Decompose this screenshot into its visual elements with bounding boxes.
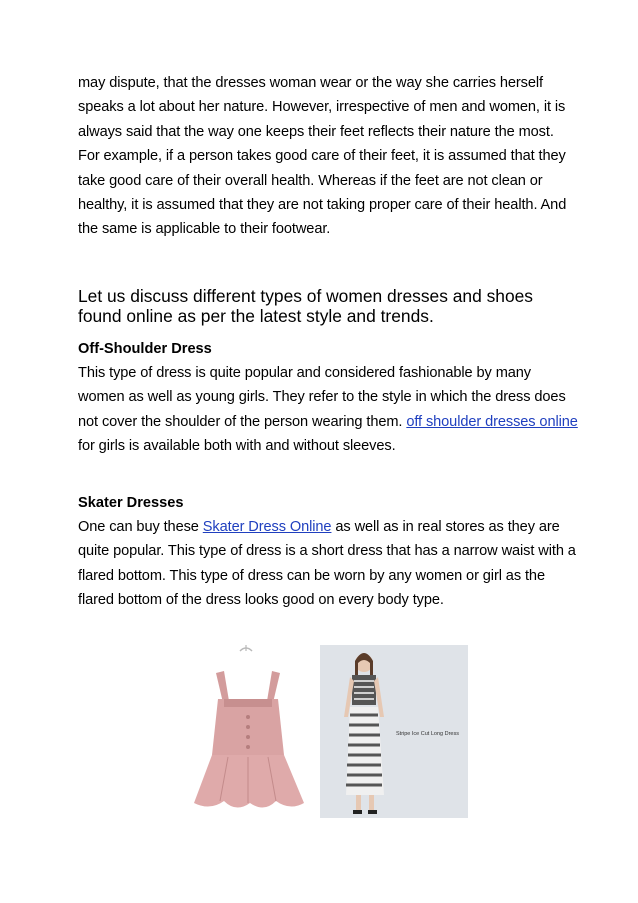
section-heading: Let us discuss different types of women dresses and shoes found online as per the latest style and trends. xyxy=(78,286,533,326)
off-shoulder-text-1: This type of dress is quite popular and considered fashionable by many women as well as young girls. They refer to the style in which the dress does not cover the shoulder of the person wearing them. xyxy=(78,365,566,430)
intro-paragraph: may dispute, that the dresses woman wear or the way she carries herself speaks a lot about her nature. However, irrespective of men and women, it is always said that the way one keeps their feet reflects their nature the most. For example, if a person takes good care of their feet, it is assumed that they take good care of their overall health. Whereas if the feet are not clean or healthy, it is assumed that they are not taking proper care of their health. And the same is applicable to their footwear. xyxy=(78,75,567,238)
off-shoulder-paragraph xyxy=(78,361,578,459)
skater-title: Skater Dresses xyxy=(78,495,184,511)
off-shoulder-title: Off-Shoulder Dress xyxy=(78,341,212,357)
off-shoulder-text-2: for girls is available both with and without sleeves. xyxy=(78,438,396,455)
skater-paragraph xyxy=(78,515,578,613)
skater-text-1: One can buy these xyxy=(78,519,203,535)
skater-link[interactable]: Skater Dress Online xyxy=(202,519,332,535)
dress-figure xyxy=(172,645,468,818)
striped-dress-image xyxy=(344,653,384,814)
off-shoulder-link[interactable]: off shoulder dresses online xyxy=(406,413,578,430)
skater-text-2: as well as in real stores as they are quite popular. This type of dress is a short dress that has a narrow waist with a flared bottom. This type of dress can be worn by any women or girl as the flared bottom of the dress looks good on every body type. xyxy=(78,519,576,609)
dress-images xyxy=(172,645,468,818)
right-image-caption: Stripe Ice Cut Long Dress xyxy=(396,731,459,737)
